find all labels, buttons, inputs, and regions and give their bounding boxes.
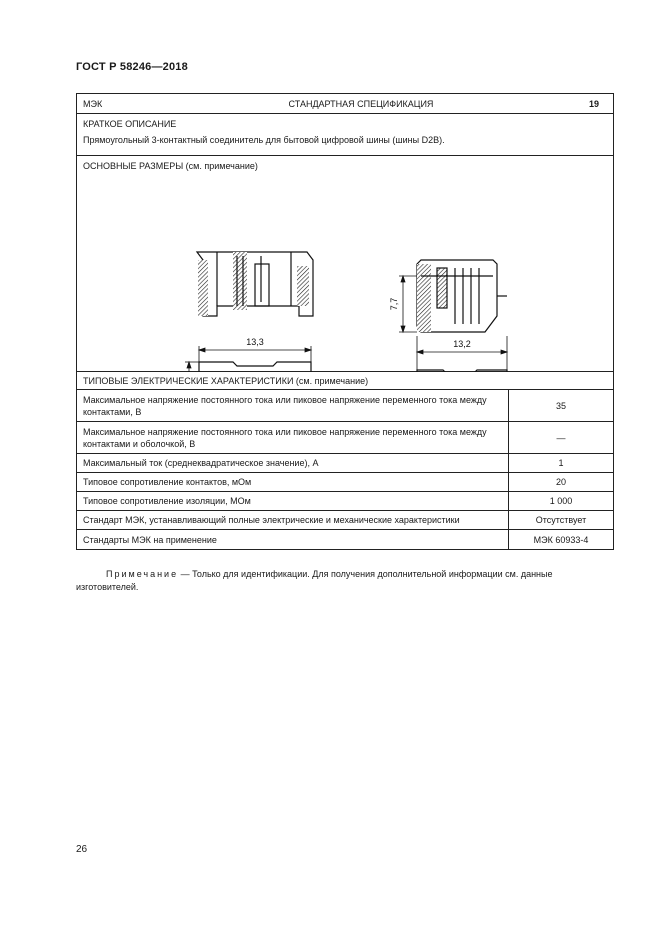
table-row <box>77 473 613 492</box>
connector-drawings <box>77 156 613 372</box>
page-number: 26 <box>76 844 88 855</box>
table-row <box>77 511 613 530</box>
left-front-drawing <box>199 362 311 372</box>
spec-number: 19 <box>588 98 599 109</box>
right-height-label: 7,7 <box>389 297 399 311</box>
param-cell: Типовое сопротивление изоляции, МОм <box>77 492 509 510</box>
right-dimension-lines <box>399 276 507 370</box>
spec-header-row <box>77 94 613 114</box>
value-cell: 35 <box>555 400 566 411</box>
note-text: — Только для идентификации. Для получения дополнительной информации см. данные изготовителей. <box>76 569 553 592</box>
left-section-drawing <box>197 252 313 316</box>
value-cell: — <box>556 432 566 443</box>
document-header: ГОСТ Р 58246—2018 <box>76 61 188 73</box>
table-row <box>77 454 613 473</box>
brief-text: Прямоугольный 3-контактный соединитель для бытовой цифровой шины (шины D2B). <box>83 135 445 145</box>
table-row <box>77 530 613 549</box>
value-cell: Отсутствует <box>535 515 587 525</box>
left-width-label: 13,3 <box>246 337 264 347</box>
note <box>76 568 614 594</box>
param-cell: Максимальное напряжение постоянного тока или пиковое напряжение переменного тока между контактами и оболочкой, В <box>77 422 509 453</box>
left-dimension-lines <box>185 346 311 372</box>
dimensions-section <box>77 156 613 372</box>
note-label: Примечание <box>106 569 179 579</box>
param-cell: Стандарты МЭК на применение <box>77 530 509 549</box>
value-cell: МЭК 60933-4 <box>533 534 589 545</box>
value-cell: 1 000 <box>549 496 573 506</box>
param-cell: Максимальный ток (среднеквадратическое значение), А <box>77 454 509 472</box>
electrical-heading: ТИПОВЫЕ ЭЛЕКТРИЧЕСКИЕ ХАРАКТЕРИСТИКИ (см. примечание) <box>83 376 369 386</box>
param-cell: Максимальное напряжение постоянного тока или пиковое напряжение переменного тока между контактами, В <box>77 390 509 421</box>
electrical-heading-row <box>77 372 613 390</box>
spec-table <box>76 93 614 550</box>
value-cell: 20 <box>555 477 566 487</box>
spec-title: СТАНДАРТНАЯ СПЕЦИФИКАЦИЯ <box>288 98 434 109</box>
right-front-drawing <box>417 370 507 372</box>
dims-heading: ОСНОВНЫЕ РАЗМЕРЫ (см. примечание) <box>83 161 258 171</box>
value-cell: 1 <box>558 458 564 468</box>
right-width-label: 13,2 <box>453 339 471 349</box>
right-section-drawing <box>417 260 507 332</box>
spec-org: МЭК <box>83 98 103 109</box>
brief-heading: КРАТКОЕ ОПИСАНИЕ <box>83 119 177 129</box>
param-cell: Стандарт МЭК, устанавливающий полные электрические и механические характеристики <box>77 511 509 529</box>
brief-description <box>77 114 613 156</box>
table-row <box>77 422 613 454</box>
table-row <box>77 390 613 422</box>
table-row <box>77 492 613 511</box>
param-cell: Типовое сопротивление контактов, мОм <box>77 473 509 491</box>
